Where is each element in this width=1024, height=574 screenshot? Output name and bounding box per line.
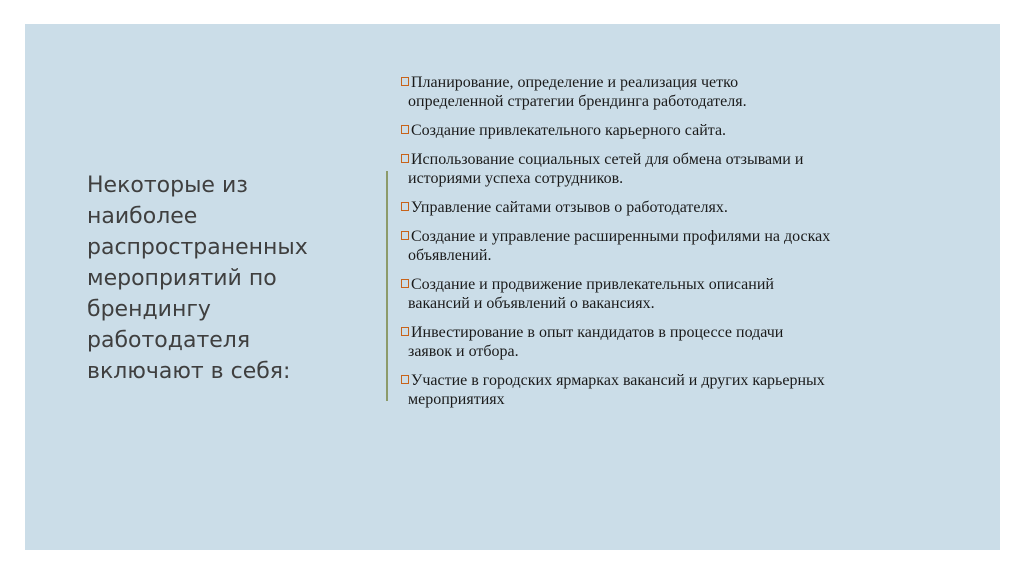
title-line: брендингу (87, 297, 211, 322)
list-item (401, 371, 991, 409)
bullet-line: объявлений. (408, 247, 492, 264)
square-bullet-icon (401, 231, 409, 240)
slide (25, 24, 1000, 550)
bullet-line: Участие в городских ярмарках вакансий и других карьерных (411, 372, 825, 389)
title-line: мероприятий по (87, 266, 277, 291)
bullet-line: Создание и управление расширенными профилями на досках (411, 228, 831, 245)
list-item (401, 275, 991, 313)
list-item (401, 150, 991, 188)
list-item (401, 227, 991, 265)
bullet-line: мероприятиях (408, 391, 505, 408)
bullet-line: Создание привлекательного карьерного сайта. (411, 122, 727, 139)
bullet-list (401, 73, 991, 419)
square-bullet-icon (401, 154, 409, 163)
bullet-line: историями успеха сотрудников. (408, 170, 624, 187)
list-item (401, 323, 991, 361)
square-bullet-icon (401, 327, 409, 336)
bullet-line: заявок и отбора. (408, 343, 519, 360)
title-line: работодателя (87, 328, 251, 353)
title-line: распространенных (87, 235, 308, 260)
square-bullet-icon (401, 77, 409, 86)
list-item (401, 73, 991, 111)
square-bullet-icon (401, 375, 409, 384)
list-item (401, 198, 991, 217)
bullet-line: определенной стратегии брендинга работодателя. (408, 93, 747, 110)
bullet-line: Использование социальных сетей для обмена отзывами и (411, 151, 804, 168)
bullet-line: Планирование, определение и реализация четко (411, 74, 739, 91)
list-item (401, 121, 991, 140)
square-bullet-icon (401, 279, 409, 288)
square-bullet-icon (401, 202, 409, 211)
slide-title (87, 170, 357, 387)
bullet-line: Управление сайтами отзывов о работодателях. (411, 199, 728, 216)
square-bullet-icon (401, 125, 409, 134)
title-line: включают в себя: (87, 359, 291, 384)
bullet-line: Инвестирование в опыт кандидатов в процессе подачи (411, 324, 784, 341)
title-line: наиболее (87, 204, 198, 229)
title-line: Некоторые из (87, 173, 248, 198)
bullet-line: вакансий и объявлений о вакансиях. (408, 295, 655, 312)
bullet-line: Создание и продвижение привлекательных описаний (411, 276, 774, 293)
vertical-divider (386, 171, 388, 401)
